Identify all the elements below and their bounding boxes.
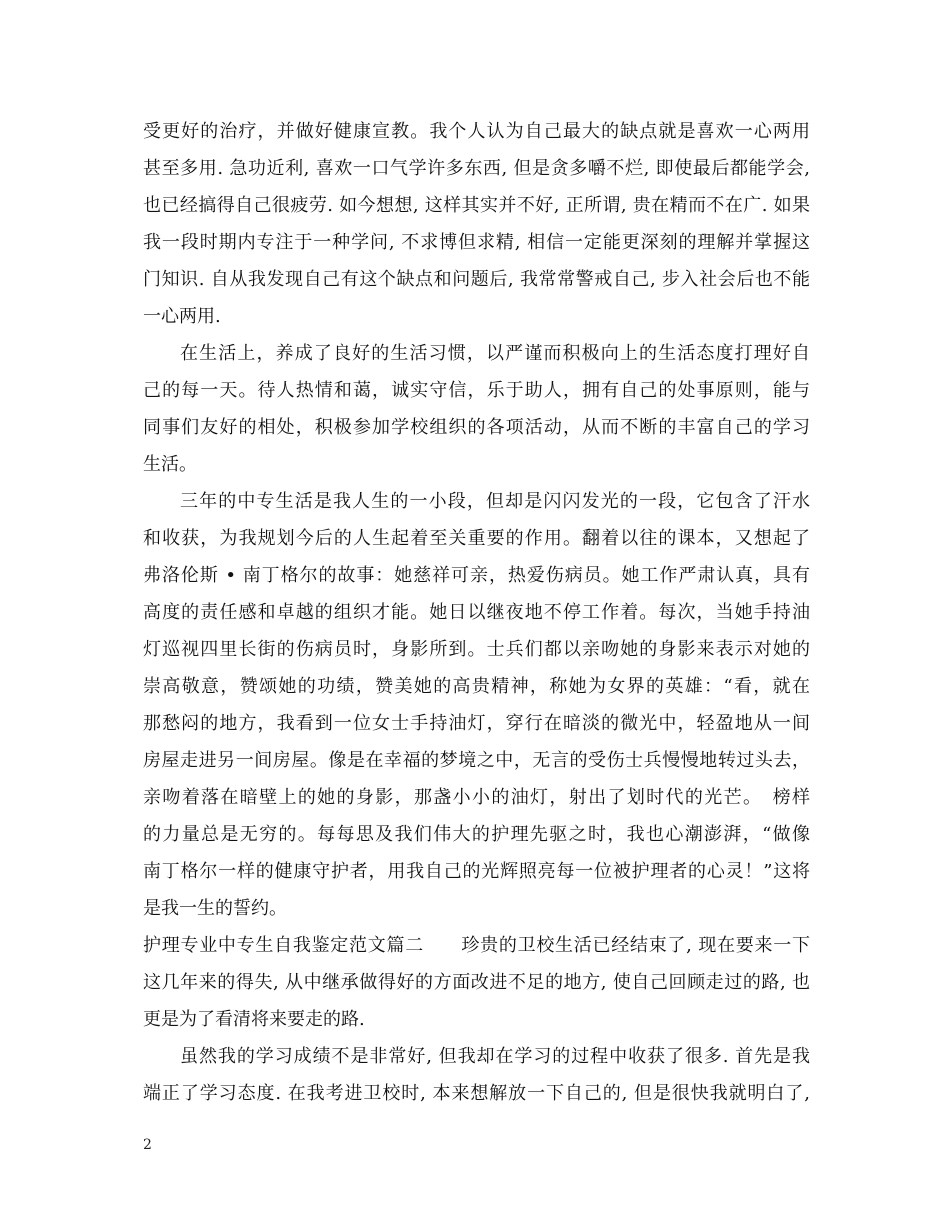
text-line: 在生活上，养成了良好的生活习惯，以严谨而积极向上的生活态度打理好自 (180, 343, 810, 364)
text-line: 三年的中专生活是我人生的一小段，但却是闪闪发光的一段，它包含了汗水 (180, 491, 810, 512)
text-line: 高度的责任感和卓越的组织才能。她日以继夜地不停工作着。每次，当她手持油 (143, 602, 810, 623)
text-line: 己的每一天。待人热情和蔼，诚实守信，乐于助人，拥有自己的处事原则，能与 (143, 380, 810, 401)
text-line: 同事们友好的相处，积极参加学校组织的各项活动，从而不断的丰富自己的学习 (143, 417, 810, 438)
text-line: 更是为了看清将来要走的路. (143, 1009, 365, 1030)
text-line: 亲吻着落在暗壁上的她的身影，那盏小小的油灯，射出了划时代的光芒。 榜样 (143, 787, 810, 808)
text-line: 是我一生的誓约。 (143, 898, 287, 919)
text-line: 我一段时期内专注于一种学问, 不求博但求精, 相信一定能更深刻的理解并掌握这 (143, 232, 810, 253)
text-line: 甚至多用. 急功近利, 喜欢一口气学许多东西, 但是贪多嚼不烂, 即使最后都能学会, (143, 158, 810, 179)
text-line: 这几年来的得失, 从中继承做得好的方面改进不足的地方, 使自己回顾走过的路, 也 (143, 972, 810, 993)
page-number: 2 (143, 1137, 152, 1153)
text-line: 生活。 (143, 454, 197, 475)
text-line: 门知识. 自从我发现自己有这个缺点和问题后, 我常常警戒自己, 步入社会后也不能 (143, 269, 810, 290)
text-line: 的力量总是无穷的。每每思及我们伟大的护理先驱之时，我也心潮澎湃，“做像 (143, 824, 810, 845)
text-line: 弗洛伦斯 • 南丁格尔的故事：她慈祥可亲，热爱伤病员。她工作严肃认真，具有 (143, 565, 810, 586)
text-line: 护理专业中专生自我鉴定范文篇二 珍贵的卫校生活已经结束了, 现在要来一下 (143, 935, 810, 956)
text-line: 和收获，为我规划今后的人生起着至关重要的作用。翻着以往的课本，又想起了 (143, 528, 810, 549)
text-line: 一心两用. (143, 306, 221, 327)
text-line: 灯巡视四里长街的伤病员时，身影所到。士兵们都以亲吻她的身影来表示对她的 (143, 639, 810, 660)
document-body (143, 113, 810, 1112)
text-line: 受更好的治疗，并做好健康宣教。我个人认为自己最大的缺点就是喜欢一心两用 (143, 121, 810, 142)
text-line: 崇高敬意，赞颂她的功绩，赞美她的高贵精神，称她为女界的英雄：“看，就在 (143, 676, 810, 697)
text-line: 那愁闷的地方，我看到一位女士手持油灯，穿行在暗淡的微光中，轻盈地从一间 (143, 713, 810, 734)
text-line: 也已经搞得自己很疲劳. 如今想想, 这样其实并不好, 正所谓, 贵在精而不在广. 如果 (143, 195, 810, 216)
text-line: 南丁格尔一样的健康守护者，用我自己的光辉照亮每一位被护理者的心灵！”这将 (143, 861, 810, 882)
text-line: 虽然我的学习成绩不是非常好, 但我却在学习的过程中收获了很多. 首先是我 (180, 1046, 810, 1067)
text-line: 端正了学习态度. 在我考进卫校时, 本来想解放一下自己的, 但是很快我就明白了, (143, 1083, 810, 1104)
text-line: 房屋走进另一间房屋。像是在幸福的梦境之中，无言的受伤士兵慢慢地转过头去， (143, 750, 810, 771)
